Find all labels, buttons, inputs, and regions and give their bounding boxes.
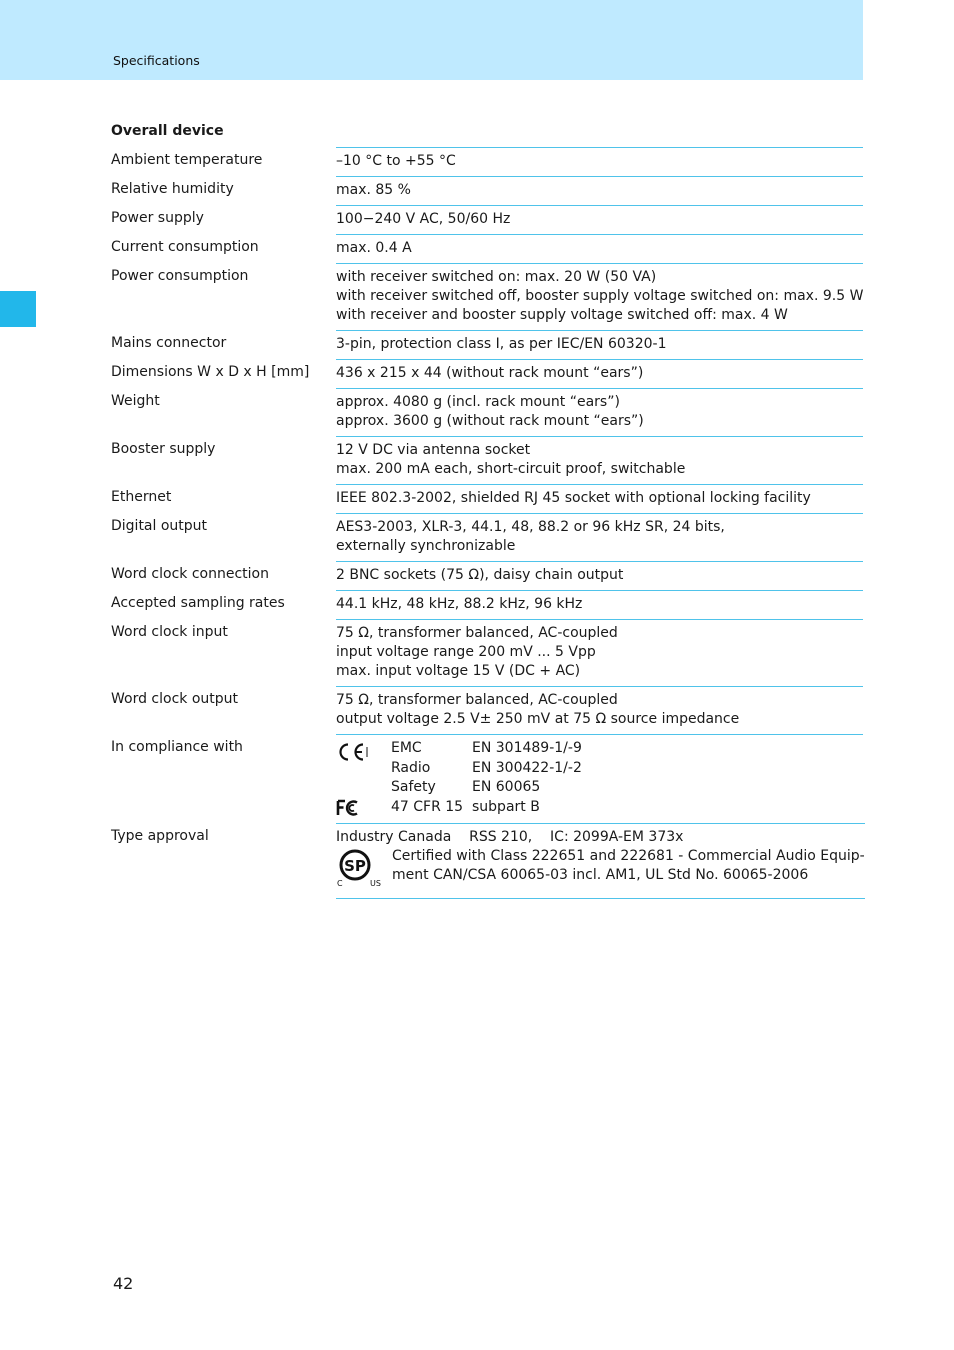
spec-value [336, 561, 863, 590]
spec-label: Booster supply [111, 441, 216, 457]
csa-line: Certified with Class 222651 and 222681 - Commercial Audio Equip- [392, 847, 865, 864]
csa-line: ment CAN/CSA 60065-03 incl. AM1, UL Std No. 60065-2006 [392, 866, 809, 883]
spec-row [111, 234, 863, 263]
compliance-key: 47 CFR 15 [391, 799, 464, 816]
spec-value-line: 100−240 V AC, 50/60 Hz [336, 211, 511, 227]
spec-value [336, 513, 863, 561]
spec-value-line: externally synchronizable [336, 538, 516, 554]
spec-value-line: AES3-2003, XLR-3, 44.1, 48, 88.2 or 96 kHz SR, 24 bits, [336, 519, 725, 535]
compliance-value: EN 60065 [472, 779, 541, 796]
page-number: 42 [113, 1274, 134, 1293]
spec-row [111, 263, 863, 330]
spec-value [336, 436, 863, 484]
spec-label: Relative humidity [111, 181, 234, 197]
compliance-row [391, 798, 582, 818]
spec-table [111, 147, 863, 899]
spec-label: Digital output [111, 518, 208, 534]
spec-value-line: IEEE 802.3-2002, shielded RJ 45 socket with optional locking facility [336, 490, 811, 506]
spec-row [111, 388, 863, 436]
spec-value [336, 686, 863, 734]
spec-row [111, 484, 863, 513]
spec-value [336, 590, 863, 619]
csa-logo-main-text: SP [344, 856, 366, 875]
spec-value-line: approx. 3600 g (without rack mount “ears”) [336, 413, 644, 429]
csa-logo-icon [336, 847, 384, 887]
spec-value-line: output voltage 2.5 V± 250 mV at 75 Ω source impedance [336, 711, 740, 727]
spec-row [111, 513, 863, 561]
spec-value [336, 205, 863, 234]
spec-label: Weight [111, 393, 160, 409]
compliance-value: subpart B [472, 799, 540, 816]
chapter-tab-marker [0, 291, 36, 327]
spec-row-compliance [111, 734, 863, 823]
spec-row-type-approval [111, 823, 863, 899]
spec-row [111, 619, 863, 686]
spec-value [336, 330, 863, 359]
spec-row [111, 436, 863, 484]
spec-label: Mains connector [111, 335, 227, 351]
spec-value-line: max. input voltage 15 V (DC + AC) [336, 663, 581, 679]
spec-label: Current consumption [111, 239, 259, 255]
spec-value-line: 75 Ω, transformer balanced, AC-coupled [336, 692, 618, 708]
spec-value-line: 44.1 kHz, 48 kHz, 88.2 kHz, 96 kHz [336, 596, 583, 612]
spec-value-line: with receiver switched off, booster supply voltage switched on: max. 9.5 W [336, 288, 864, 304]
spec-row [111, 590, 863, 619]
spec-value-line: max. 0.4 A [336, 240, 412, 256]
spec-label: Dimensions W x D x H [mm] [111, 364, 310, 380]
spec-row [111, 147, 863, 176]
spec-value-line: 12 V DC via antenna socket [336, 442, 531, 458]
spec-value [336, 147, 863, 176]
spec-value [336, 176, 863, 205]
compliance-table [391, 739, 582, 818]
compliance-row [391, 778, 582, 798]
spec-value [336, 619, 863, 686]
spec-row [111, 561, 863, 590]
compliance-key: EMC [391, 740, 422, 756]
compliance-value: EN 300422-1/-2 [472, 759, 582, 776]
spec-row [111, 359, 863, 388]
spec-value-line: approx. 4080 g (incl. rack mount “ears”) [336, 394, 620, 410]
spec-row [111, 176, 863, 205]
compliance-row [391, 759, 582, 779]
compliance-key: Radio [391, 759, 431, 776]
spec-value [336, 263, 863, 330]
spec-label: Ethernet [111, 489, 172, 505]
page-header [0, 0, 863, 80]
compliance-value: EN 301489-1/-9 [472, 740, 582, 756]
spec-value [336, 359, 863, 388]
section-title: Overall device [111, 123, 224, 139]
spec-row [111, 686, 863, 734]
compliance-row [391, 739, 582, 759]
spec-label: In compliance with [111, 739, 243, 755]
spec-label: Word clock input [111, 624, 228, 640]
spec-label: Power consumption [111, 268, 249, 284]
csa-logo-us-text: US [370, 878, 381, 887]
spec-value-line: 3-pin, protection class I, as per IEC/EN 60320-1 [336, 336, 667, 352]
spec-value-line: 436 x 215 x 44 (without rack mount “ears”) [336, 365, 644, 381]
spec-label: Type approval [111, 827, 209, 844]
spec-label: Word clock output [111, 691, 239, 707]
spec-value-line: max. 85 % [336, 182, 411, 198]
spec-label: Word clock connection [111, 566, 269, 582]
spec-value [336, 734, 863, 823]
spec-value-line: input voltage range 200 mV ... 5 Vpp [336, 644, 596, 660]
header-title: Specifications [113, 53, 200, 68]
compliance-key: Safety [391, 779, 436, 796]
spec-label: Accepted sampling rates [111, 595, 285, 611]
spec-row [111, 205, 863, 234]
spec-value [336, 388, 863, 436]
spec-value-line: with receiver switched on: max. 20 W (50 VA) [336, 269, 657, 285]
spec-value-line: with receiver and booster supply voltage switched off: max. 4 W [336, 307, 788, 323]
spec-value-line: max. 200 mA each, short-circuit proof, switchable [336, 461, 686, 477]
spec-value [336, 484, 863, 513]
spec-value [336, 823, 865, 899]
spec-value-line: 75 Ω, transformer balanced, AC-coupled [336, 625, 618, 641]
spec-value-line: –10 °C to +55 °C [336, 153, 456, 169]
csa-logo-c-text: C [337, 878, 343, 887]
industry-canada-line: Industry Canada RSS 210, IC: 2099A-EM 373x [336, 828, 684, 845]
spec-value-line: 2 BNC sockets (75 Ω), daisy chain output [336, 567, 624, 583]
spec-label: Power supply [111, 210, 204, 226]
spec-label: Ambient temperature [111, 152, 263, 168]
fcc-logo-icon [336, 799, 360, 817]
ce-mark-icon [336, 742, 368, 762]
spec-row [111, 330, 863, 359]
spec-value [336, 234, 863, 263]
